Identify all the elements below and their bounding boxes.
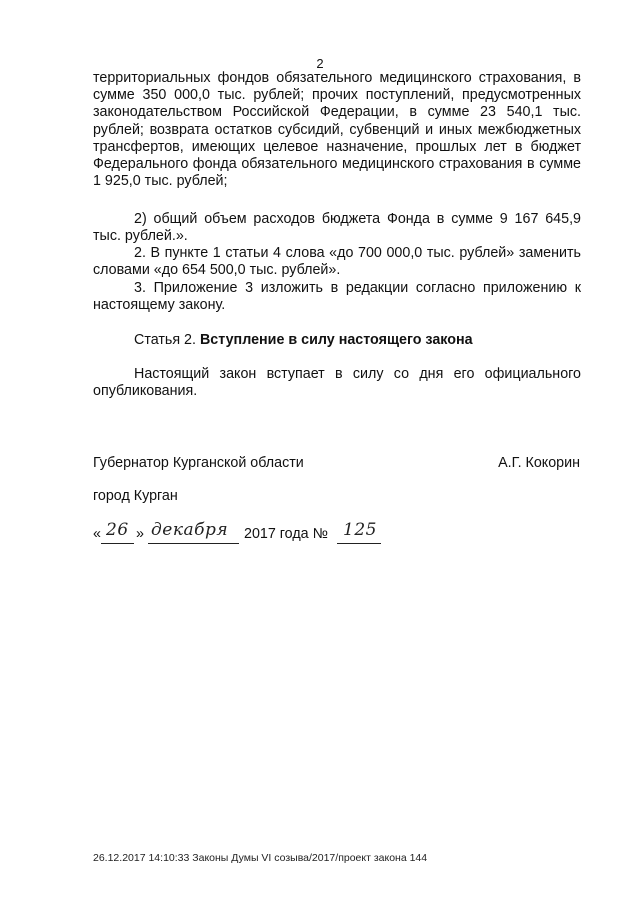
city: город Курган [93, 488, 178, 504]
page-number: 2 [316, 56, 324, 71]
footer-stamp: 26.12.2017 14:10:33 Законы Думы VI созыва/2017/проект закона 144 [93, 852, 428, 864]
paragraph-appendix3: 3. Приложение 3 изложить в редакции согласно приложению к настоящему закону. [93, 280, 581, 314]
article-title: Вступление в силу настоящего закона [199, 332, 473, 348]
article-prefix: Статья 2. [134, 332, 196, 348]
day-underline [101, 543, 134, 544]
paragraph-revenues: территориальных фондов обязательного медицинского страхования, в сумме 350 000,0 тыс. рублей; прочих поступлений, предусмотренных законодательством Российской Федерации, в сумме 23 540,1 тыс. рублей; возврата остатков субсидий, субвенций и иных межбюджетных трансфертов, имеющих целевое назначение, прошлых лет в бюджет Федерального фонда обязательного медицинского страхования в сумме 1 925,0 тыс. рублей; [93, 70, 581, 190]
quote-close: » [136, 526, 144, 542]
quote-open: « [93, 526, 101, 542]
signer-name: А.Г. Кокорин [498, 455, 580, 471]
year-number-label: 2017 года № [244, 526, 328, 542]
paragraph-article4-amendment: 2. В пункте 1 статьи 4 слова «до 700 000,0 тыс. рублей» заменить словами «до 654 500,0 тыс. рублей». [93, 245, 581, 279]
number-underline [337, 543, 381, 544]
article-2-heading [134, 332, 473, 349]
paragraph-expenses: 2) общий объем расходов бюджета Фонда в сумме 9 167 645,9 тыс. рублей.». [93, 211, 581, 245]
handwritten-day: 26 [106, 520, 129, 540]
handwritten-month: декабря [151, 520, 229, 540]
month-underline [148, 543, 239, 544]
signing-date-line [93, 522, 413, 548]
paragraph-entry-into-force: Настоящий закон вступает в силу со дня его официального опубликования. [93, 366, 581, 400]
signatory-position: Губернатор Курганской области [93, 455, 304, 471]
handwritten-law-number: 125 [343, 520, 377, 540]
